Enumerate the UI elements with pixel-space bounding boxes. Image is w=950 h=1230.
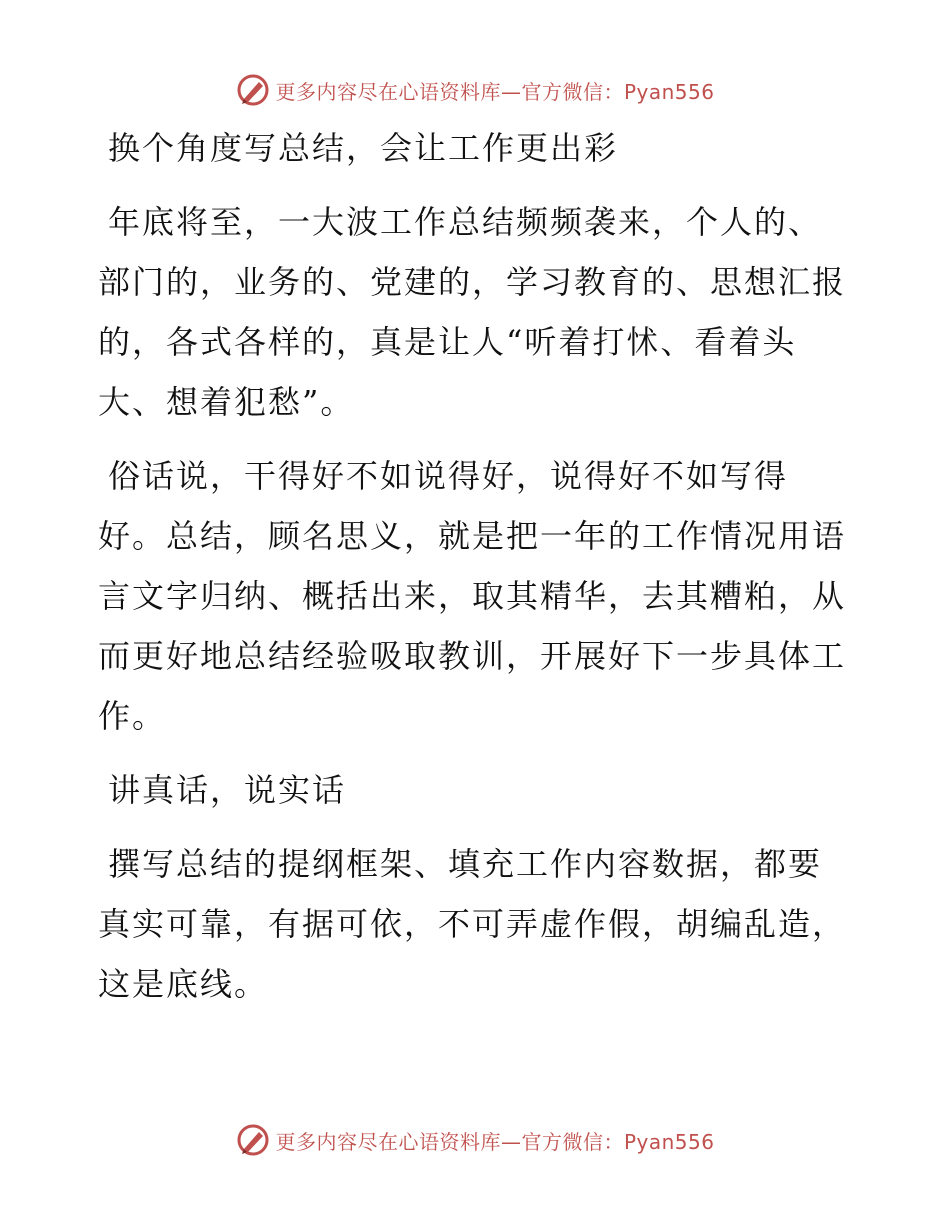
footer-watermark xyxy=(0,1120,950,1160)
document-title: 换个角度写总结，会让工作更出彩 xyxy=(108,129,619,167)
document-body xyxy=(98,118,853,1028)
header-watermark xyxy=(0,70,950,110)
watermark-text: 更多内容尽在心语资料库—官方微信：Pyan556 xyxy=(275,79,715,104)
watermark-text: 更多内容尽在心语资料库—官方微信：Pyan556 xyxy=(275,1129,715,1154)
section-heading: 讲真话，说实话 xyxy=(108,771,347,809)
pen-logo-icon xyxy=(235,72,271,108)
paragraph: 年底将至，一大波工作总结频频袭来，个人的、部门的，业务的、党建的，学习教育的、思想汇报的，各式各样的，真是让人“听着打怵、看着头大、想着犯愁”。 xyxy=(98,203,847,421)
paragraph: 撰写总结的提纲框架、填充工作内容数据，都要真实可靠，有据可依，不可弄虚作假，胡编乱造，这是底线。 xyxy=(98,845,847,1003)
pen-logo-icon xyxy=(235,1122,271,1158)
paragraph: 俗话说，干得好不如说得好，说得好不如写得好。总结，顾名思义，就是把一年的工作情况用语言文字归纳、概括出来，取其精华，去其糟粕，从而更好地总结经验吸取教训，开展好下一步具体工作。 xyxy=(98,457,847,735)
